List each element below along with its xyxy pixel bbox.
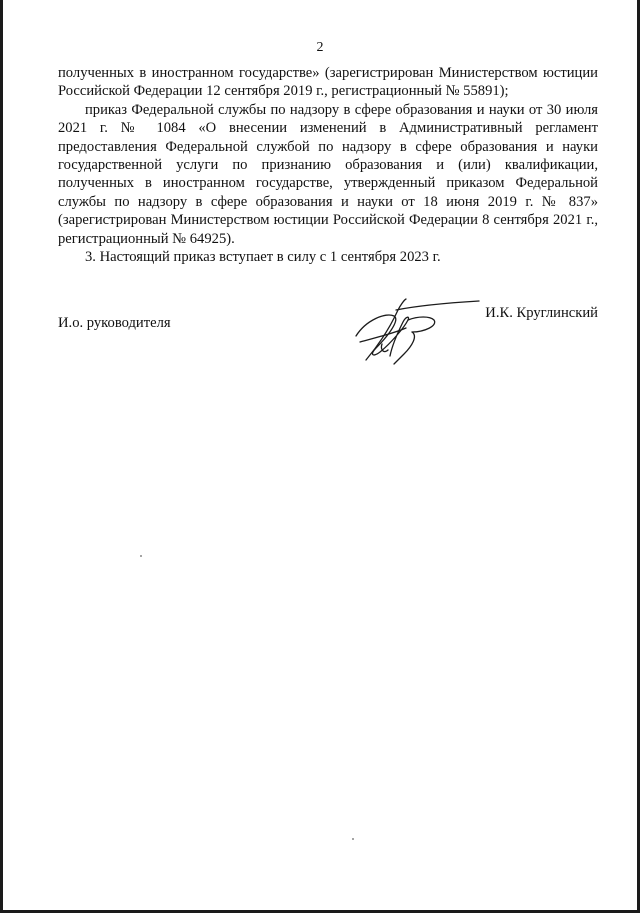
paragraph-order-1084: приказ Федеральной службы по надзору в сфере образования и науки от 30 июля 2021 г. № 1084 «О внесении изменений в Административный регламент предоставления Федеральной службой по надзору в сфере образования и науки государственной услуги по признанию образования и (или) квалификации, полученных в иностранном государстве, утвержденный приказом Федеральной службы по надзору в сфере образования и науки от 18 июня 2019 г. № 837» (зарегистрирован Министерством юстиции Российской Федерации 8 сентября 2021 г., регистрационный № 64925).	[58, 101, 598, 247]
scan-border-left	[0, 0, 3, 913]
signer-name: И.К. Круглинский	[485, 305, 598, 321]
signer-title: И.о. руководителя	[58, 315, 171, 331]
document-body	[58, 64, 598, 266]
scan-speck	[352, 838, 354, 840]
paragraph-continuation: полученных в иностранном государстве» (зарегистрирован Министерством юстиции Российской Федерации 12 сентября 2019 г., регистрационный № 55891);	[58, 65, 598, 100]
scan-speck	[140, 555, 142, 557]
page-number: 2	[316, 40, 324, 55]
handwritten-signature	[346, 298, 481, 366]
signature-block	[58, 298, 598, 368]
paragraph-effective-date: 3. Настоящий приказ вступает в силу с 1 сентября 2023 г.	[85, 249, 441, 266]
